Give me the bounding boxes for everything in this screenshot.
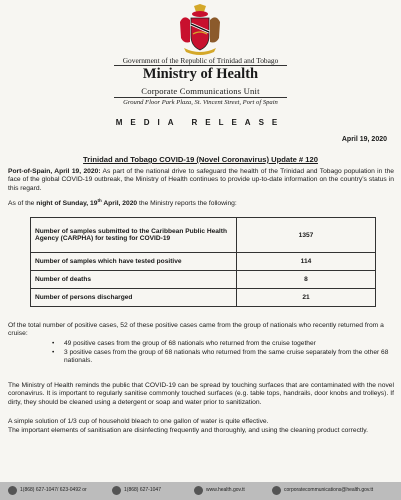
government-name: Government of the Republic of Trinidad and Tobago	[122, 56, 279, 65]
email-icon	[272, 486, 281, 495]
intro-lead: Port-of-Spain, April 19, 2020:	[8, 168, 101, 175]
bullet-text: 49 positive cases from the group of 68 nationals who returned from the cruise together	[64, 340, 316, 347]
release-date: April 19, 2020	[341, 136, 387, 143]
coat-of-arms-icon	[178, 4, 222, 56]
bleach-paragraph: A simple solution of 1/3 cup of household bleach to one gallon of water is quite effective.	[8, 418, 269, 425]
globe-icon	[194, 486, 203, 495]
stat-label: Number of deaths	[31, 271, 237, 289]
list-item	[52, 340, 394, 348]
table-row	[31, 253, 376, 271]
ministry-name: Ministry of Health	[142, 66, 259, 82]
bullet-icon: •	[52, 349, 55, 356]
bullet-icon: •	[52, 340, 55, 347]
phone-icon	[8, 486, 17, 495]
release-title: Trinidad and Tobago COVID-19 (Novel Coronavirus) Update # 120	[83, 155, 318, 164]
table-row	[31, 289, 376, 307]
list-item	[52, 349, 394, 366]
address: Ground Floor Park Plaza, St. Vincent Street, Port of Spain	[123, 99, 278, 106]
phone-icon	[112, 486, 121, 495]
asof-post: the Ministry reports the following:	[137, 200, 237, 208]
footer-email-link[interactable]: corporatecommunications@health.gov.tt	[284, 487, 374, 493]
stat-label: Number of samples submitted to the Caribbean Public Health Agency (CARPHA) for testing for COVID-19	[31, 218, 237, 253]
table-row	[31, 271, 376, 289]
reminder-paragraph: The Ministry of Health reminds the public that COVID-19 can be spread by touching surfaces that are contaminated with the novel coronavirus. It is important to regularly sanitise commonly touched surfaces (e.g. table tops, handrails, door knobs and trolleys). If dirty, they should be cleaned using a detergent or soap and water prior to sanitization.	[8, 382, 394, 406]
bullet-text: 3 positive cases from the group of 68 nationals who returned from the same cruise separately from the other 68 nationals.	[64, 349, 389, 365]
header-rule-bottom	[114, 97, 287, 98]
cases-paragraph: Of the total number of positive cases, 52 of these positive cases came from the group of nationals who recently returned from a cruise:	[8, 322, 384, 338]
footer-phone-1: 1(868) 627-1047/ 623-0492 or	[20, 487, 87, 493]
asof-paragraph	[8, 197, 394, 209]
statistics-table	[30, 217, 376, 307]
stat-value: 1357	[237, 218, 376, 253]
asof-bold2: April, 2020	[101, 200, 138, 208]
unit-name: Corporate Communications Unit	[141, 86, 260, 96]
asof-pre: As of the	[8, 200, 37, 208]
footer-web-link[interactable]: www.health.gov.tt	[206, 487, 245, 493]
stat-label: Number of samples which have tested positive	[31, 253, 237, 271]
asof-sup: th	[97, 198, 102, 203]
sanitisation-paragraph: The important elements of sanitisation are disinfecting frequently and thoroughly, and using the cleaning product correctly.	[8, 427, 368, 434]
stat-value: 8	[237, 271, 376, 289]
stat-label: Number of persons discharged	[31, 289, 237, 307]
asof-bold: night of Sunday, 19	[36, 200, 98, 208]
footer-phone-2: 1(868) 627-1047	[124, 487, 161, 493]
intro-text: As part of the national drive to safeguard the health of the Trinidad and Tobago population in the face of the global COVID-19 outbreak, the Ministry of Health continues to provide up-to-date information on the country’s status in this regard.	[8, 168, 395, 192]
media-release-heading: MEDIA RELEASE	[115, 118, 286, 127]
table-row	[31, 218, 376, 253]
intro-paragraph	[8, 168, 394, 193]
stat-value: 114	[237, 253, 376, 271]
footer-bar	[0, 482, 401, 500]
stat-value: 21	[237, 289, 376, 307]
